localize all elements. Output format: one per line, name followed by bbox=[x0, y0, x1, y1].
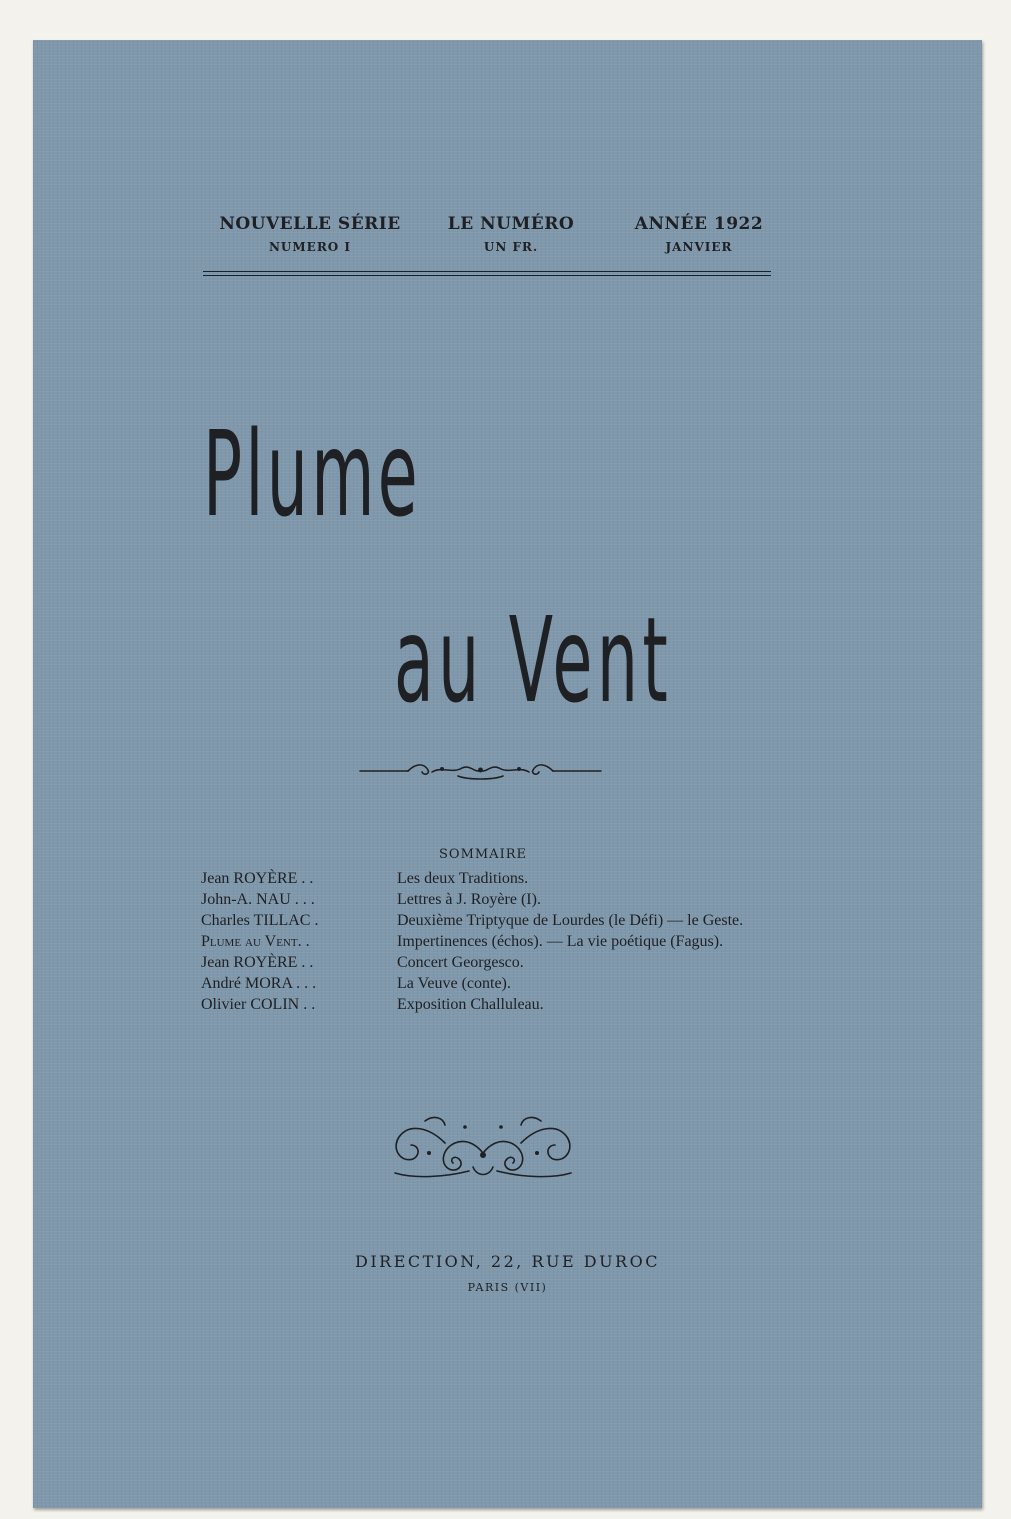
title-line-2: au Vent bbox=[394, 591, 673, 729]
series-label: NOUVELLE SÉRIE bbox=[219, 214, 401, 234]
sommaire-heading: SOMMAIRE bbox=[439, 847, 527, 862]
toc-work: Exposition Challuleau. bbox=[397, 996, 544, 1013]
list-item bbox=[201, 954, 781, 972]
toc-author: Jean ROYÈRE . . bbox=[201, 870, 314, 887]
toc-work: La Veuve (conte). bbox=[397, 975, 511, 992]
toc-author: André MORA . . . bbox=[201, 975, 317, 992]
toc-work: Lettres à J. Royère (I). bbox=[397, 891, 541, 908]
toc-author: John-A. NAU . . . bbox=[201, 891, 315, 908]
toc-work: Impertinences (échos). — La vie poétique (Fagus). bbox=[397, 933, 724, 950]
price-label: LE NUMÉRO bbox=[447, 214, 575, 234]
toc-author: Olivier COLIN . . bbox=[201, 996, 316, 1013]
header-price bbox=[437, 214, 585, 254]
toc-author: Plume au Vent. . bbox=[201, 933, 310, 950]
list-item bbox=[201, 912, 781, 930]
publisher-city: PARIS (VII) bbox=[467, 1281, 548, 1294]
month-label: JANVIER bbox=[665, 240, 733, 254]
list-item bbox=[201, 933, 781, 951]
year-label: ANNÉE 1922 bbox=[634, 214, 764, 234]
title-line-1: Plume bbox=[203, 405, 421, 543]
price-value: UN FR. bbox=[483, 240, 539, 254]
toc-author: Jean ROYÈRE . . bbox=[201, 954, 314, 971]
toc-work: Concert Georgesco. bbox=[397, 954, 524, 971]
issue-number: NUMERO I bbox=[268, 240, 352, 254]
list-item bbox=[201, 870, 781, 888]
header-rule-bottom bbox=[203, 275, 771, 276]
list-item bbox=[201, 996, 781, 1014]
header-rule-top bbox=[203, 271, 771, 272]
toc-author: Charles TILLAC . bbox=[201, 912, 319, 929]
list-item bbox=[201, 975, 781, 993]
table-of-contents bbox=[201, 870, 781, 1017]
magazine-cover bbox=[33, 40, 982, 1508]
publisher-address: DIRECTION, 22, RUE DUROC bbox=[355, 1252, 660, 1271]
flourish-divider-icon bbox=[358, 758, 603, 784]
header-series bbox=[205, 214, 415, 254]
list-item bbox=[201, 891, 781, 909]
toc-work: Deuxième Triptyque de Lourdes (le Défi) — le Geste. bbox=[397, 912, 744, 929]
header-date bbox=[621, 214, 777, 254]
scroll-ornament-icon bbox=[385, 1113, 581, 1185]
toc-work: Les deux Traditions. bbox=[397, 870, 529, 887]
